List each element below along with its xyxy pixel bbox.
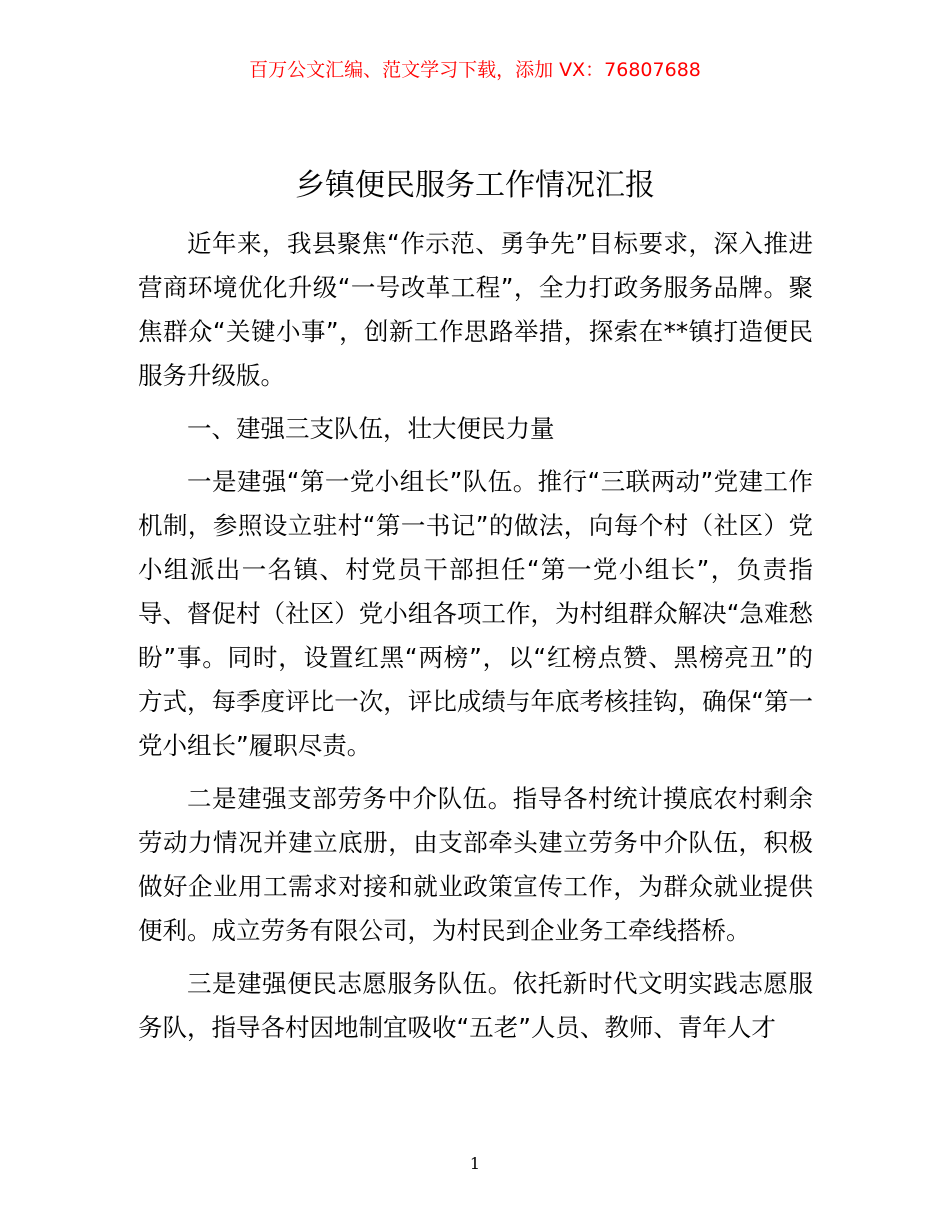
paragraph-intro: 近年来，我县聚焦“作示范、勇争先”目标要求，深入推进营商环境优化升级“一号改革工程”，全力打政务服务品牌。聚焦群众“关键小事”，创新工作思路举措，探索在**镇打造便民服务升级版。 — [138, 229, 813, 390]
document-body — [138, 222, 813, 1059]
section-heading-1: 一、建强三支队伍，壮大便民力量 — [187, 414, 555, 443]
header-banner: 百万公文汇编、范文学习下载，添加 VX：76807688 — [249, 59, 701, 81]
page-number: 1 — [469, 1154, 481, 1173]
paragraph-first-team: 一是建强“第一党小组长”队伍。推行“三联两动”党建工作机制，参照设立驻村“第一书记”的做法，向每个村（社区）党小组派出一名镇、村党员干部担任“第一党小组长”，负责指导、督促村（社区）党小组各项工作，为村组群众解决“急难愁盼”事。同时，设置红黑“两榜”，以“红榜点赞、黑榜亮丑”的方式，每季度评比一次，评比成绩与年底考核挂钩，确保“第一党小组长”履职尽责。 — [138, 467, 813, 760]
paragraph-third-team: 三是建强便民志愿服务队伍。依托新时代文明实践志愿服务队，指导各村因地制宜吸收“五老”人员、教师、青年人才 — [138, 969, 813, 1042]
paragraph-second-team: 二是建强支部劳务中介队伍。指导各村统计摸底农村剩余劳动力情况并建立底册，由支部牵头建立劳务中介队伍，积极做好企业用工需求对接和就业政策宣传工作，为群众就业提供便利。成立劳务有限公司，为村民到企业务工牵线搭桥。 — [138, 784, 813, 945]
document-title: 乡镇便民服务工作情况汇报 — [295, 168, 655, 203]
